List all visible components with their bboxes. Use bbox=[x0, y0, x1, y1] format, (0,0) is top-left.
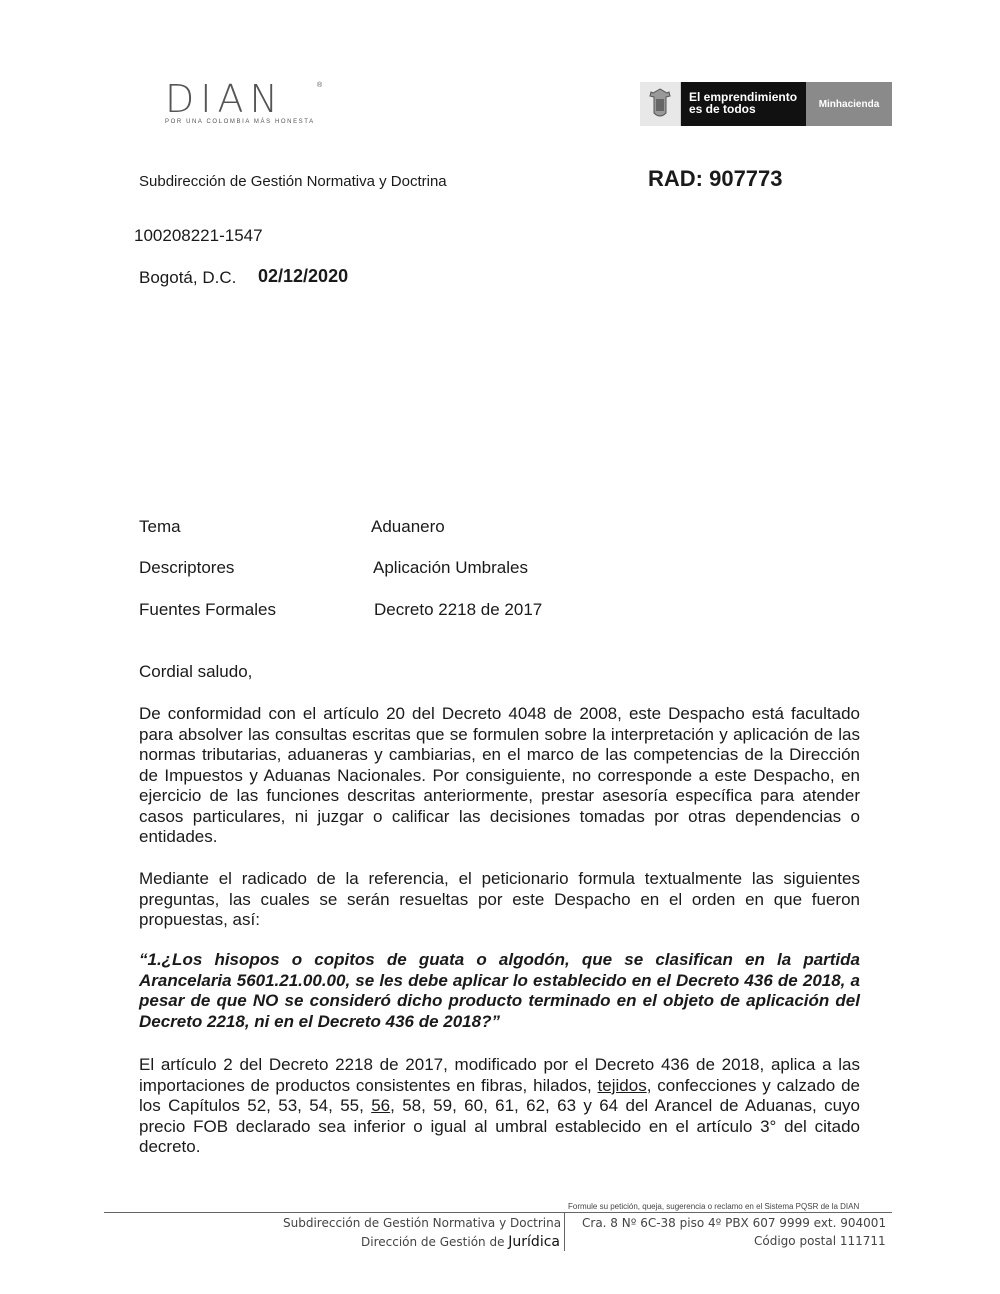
gov-slogan-line1: El emprendimiento bbox=[689, 90, 798, 104]
gov-slogan-line2: es de todos bbox=[689, 102, 756, 116]
underlined-56: 56 bbox=[371, 1096, 391, 1115]
field-value-descriptores: Aplicación Umbrales bbox=[373, 558, 528, 577]
footer-direccion bbox=[361, 1234, 560, 1250]
document-date: 02/12/2020 bbox=[258, 266, 349, 286]
footer-juridica: Jurídica bbox=[508, 1234, 560, 1250]
registered-mark: ® bbox=[317, 82, 323, 89]
footer-pqsr-note: Formule su petición, queja, sugerencia o reclamo en el Sistema PQSR de la DIAN bbox=[568, 1202, 860, 1211]
dian-logo-wordmark: DIAN bbox=[165, 77, 284, 121]
paragraph-questions-intro: Mediante el radicado de la referencia, el peticionario formula textualmente las siguientes preguntas, las cuales se serán resueltas por este Despacho en el orden en que fueron propuestas, así: bbox=[139, 869, 860, 929]
greeting: Cordial saludo, bbox=[139, 662, 253, 681]
footer-direccion-prefix: Dirección de Gestión de bbox=[361, 1235, 509, 1249]
footer-divider bbox=[104, 1212, 892, 1213]
subdireccion-label: Subdirección de Gestión Normativa y Doctrina bbox=[139, 173, 447, 190]
footer-subdireccion: Subdirección de Gestión Normativa y Doctrina bbox=[283, 1216, 562, 1230]
field-label-tema: Tema bbox=[139, 517, 181, 536]
para3-text-b: , confecciones y calzado de los Capítulos 52, 53, 54, 55, bbox=[139, 1075, 860, 1115]
underlined-tejidos: tejidos bbox=[597, 1075, 647, 1095]
reference-number: 100208221-1547 bbox=[134, 226, 263, 245]
colombia-crest-icon bbox=[640, 82, 680, 126]
rad-number: RAD: 907773 bbox=[648, 166, 783, 191]
ministry-label: Minhacienda bbox=[806, 82, 892, 126]
para3-text-c: , 58, 59, 60, 61, 62, 63 y 64 del Arancel de Aduanas, cuyo precio FOB declarado sea inferior o igual al umbral establecido en el artículo 3° del citado decreto. bbox=[139, 1096, 861, 1156]
footer-postal-code: Código postal 111711 bbox=[754, 1234, 886, 1248]
field-label-fuentes: Fuentes Formales bbox=[139, 600, 276, 619]
field-label-descriptores: Descriptores bbox=[139, 558, 235, 577]
field-value-tema: Aduanero bbox=[371, 517, 445, 536]
dian-tagline: POR UNA COLOMBIA MÁS HONESTA bbox=[165, 119, 315, 125]
gov-slogan bbox=[680, 82, 806, 126]
government-banner bbox=[640, 82, 892, 126]
para3-text-a: El artículo 2 del Decreto 2218 de 2017, modificado por el Decreto 436 de 2018, aplica a las importaciones de productos consistentes en fibras, hilados, bbox=[139, 1055, 860, 1095]
city-label: Bogotá, D.C. bbox=[139, 268, 237, 287]
dian-logo bbox=[165, 77, 325, 130]
footer-vertical-divider bbox=[564, 1213, 565, 1251]
quoted-question-1: “1.¿Los hisopos o copitos de guata o algodón, que se clasifican en la partida Arancelaria 5601.21.00.00, se les debe aplicar lo establecido en el Decreto 436 de 2018, a pesar de que NO se consideró dicho producto terminado en el objeto de aplicación del Decreto 2218, ni en el Decreto 436 de 2018?” bbox=[139, 950, 860, 1031]
paragraph-competence: De conformidad con el artículo 20 del Decreto 4048 de 2008, este Despacho está facultado para absolver las consultas escritas que se formulen sobre la interpretación y aplicación de las normas tributarias, aduaneras y cambiarias, en el marco de las competencias de la Dirección de Impuestos y Aduanas Nacionales. Por consiguiente, no corresponde a este Despacho, en ejercicio de las funciones descritas anteriormente, prestar asesoría específica para atender casos particulares, ni juzgar o calificar las decisiones tomadas por otras dependencias o entidades. bbox=[139, 704, 860, 846]
paragraph-article-2 bbox=[139, 1055, 860, 1158]
field-value-fuentes: Decreto 2218 de 2017 bbox=[374, 600, 543, 619]
footer-address: Cra. 8 Nº 6C-38 piso 4º PBX 607 9999 ext. 904001 bbox=[582, 1216, 887, 1230]
